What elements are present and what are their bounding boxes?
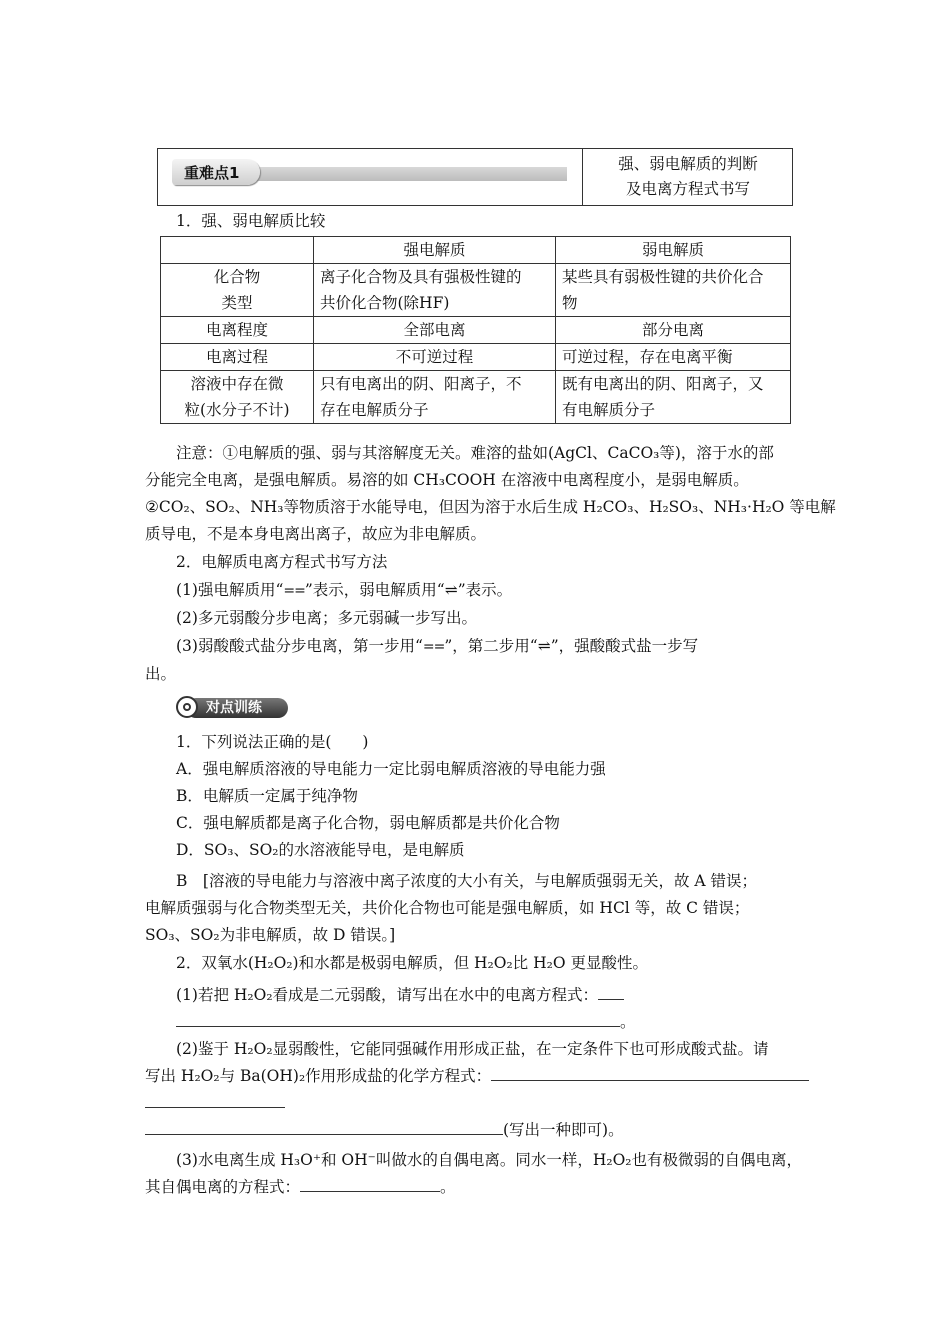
note-line: ②CO₂、SO₂、NH₃等物质溶于水能导电，但因为溶于水后生成 H₂CO₃、H₂SO₃、NH₃·H₂O 等电解 [145, 498, 836, 516]
table-cell: 可逆过程，存在电离平衡 [556, 344, 791, 371]
question-2-2-end [145, 1120, 805, 1140]
table-cell: 部分电离 [556, 317, 791, 344]
rule-3-cont: 出。 [145, 665, 177, 683]
cell-line: 有电解质分子 [562, 401, 656, 419]
option-a: A．强电解质溶液的导电能力一定比弱电解质溶液的导电能力强 [176, 760, 606, 778]
table-cell [314, 371, 556, 424]
cell-line: 既有电离出的阴、阳离子，又 [562, 375, 764, 393]
answer-blank[interactable] [176, 1012, 620, 1027]
table-row [161, 237, 791, 264]
note-line: 质导电，不是本身电离出离子，故应为非电解质。 [145, 525, 487, 543]
question-2-3-cont [145, 1177, 805, 1197]
answer-blank[interactable] [598, 985, 624, 1000]
question-1: 1．下列说法正确的是( ) [176, 733, 369, 751]
cell-line: 存在电解质分子 [320, 401, 429, 419]
note-line: 注意：①电解质的强、弱与其溶解度无关。难溶的盐如(AgCl、CaCO₃等)，溶于水的部 [176, 444, 774, 462]
target-icon [176, 696, 198, 718]
practice-banner [176, 696, 288, 720]
cell-line: 溶液中存在微 [190, 375, 284, 393]
table-row [161, 371, 791, 424]
question-2-1 [176, 985, 836, 1005]
table-header-strong: 强电解质 [314, 237, 556, 264]
text: 。 [440, 1178, 456, 1196]
table-row-label [161, 264, 314, 317]
table-row [161, 264, 791, 317]
table-header-weak: 弱电解质 [556, 237, 791, 264]
reversible-arrow-icon: ⇌ [444, 581, 458, 599]
rule-1 [176, 580, 836, 601]
practice-banner-text: 对点训练 [206, 700, 262, 716]
question-2-3: (3)水电离生成 H₃O⁺和 OH⁻叫做水的自偶电离。同水一样，H₂O₂也有极微弱的自偶电离， [176, 1151, 802, 1169]
answer-blank[interactable] [145, 1120, 503, 1135]
table-cell [314, 264, 556, 317]
text: 其自偶电离的方程式： [145, 1178, 301, 1196]
section2-heading: 2．电解质电离方程式书写方法 [176, 553, 388, 571]
text: ”表示。 [457, 581, 513, 599]
text: ”表示，弱电解质用“ [304, 581, 445, 599]
answer-blank[interactable] [491, 1066, 809, 1081]
table-cell [161, 237, 314, 264]
answer-blank-line [145, 1093, 805, 1113]
topic-title-line2: 及电离方程式书写 [625, 180, 750, 198]
cell-line: 只有电离出的阴、阳离子，不 [320, 375, 522, 393]
cell-line: 粒(水分子不计) [184, 401, 290, 419]
option-b: B．电解质一定属于纯净物 [176, 787, 358, 805]
text: 写出 H₂O₂与 Ba(OH)₂作用形成盐的化学方程式： [145, 1067, 492, 1085]
topic-tag-text: 重难点1 [184, 164, 240, 182]
rule-2: (2)多元弱酸分步电离；多元弱碱一步写出。 [176, 609, 477, 627]
table-row-label [161, 371, 314, 424]
text: ”，强酸酸式盐一步写 [550, 637, 699, 655]
table-cell [556, 264, 791, 317]
option-d: D．SO₃、SO₂的水溶液能导电，是电解质 [176, 841, 465, 859]
table-cell: 不可逆过程 [314, 344, 556, 371]
table-row [161, 317, 791, 344]
text: (1)若把 H₂O₂看成是二元弱酸，请写出在水中的电离方程式： [176, 986, 599, 1004]
topic-title [583, 149, 793, 205]
text: 。 [620, 1013, 636, 1031]
table-cell: 全部电离 [314, 317, 556, 344]
rule-3 [176, 636, 836, 657]
reversible-arrow-icon: ⇌ [537, 637, 551, 655]
question-2-2-cont [145, 1066, 805, 1086]
cell-line: 物 [562, 294, 578, 312]
question-2-2: (2)鉴于 H₂O₂显弱酸性，它能同强碱作用形成正盐，在一定条件下也可形成酸式盐。请 [176, 1040, 769, 1058]
topic-tag [172, 159, 260, 185]
cell-line: 类型 [221, 294, 253, 312]
cell-line: 某些具有弱极性键的共价化合 [562, 268, 764, 286]
equals-sign: == [422, 639, 445, 655]
answer-line: SO₃、SO₂为非电解质，故 D 错误。] [145, 926, 396, 944]
answer-blank[interactable] [145, 1093, 285, 1108]
section1-heading: 1．强、弱电解质比较 [176, 212, 326, 230]
cell-line: 离子化合物及具有强极性键的 [320, 268, 522, 286]
question-2-1-cont [176, 1012, 836, 1032]
topic-header [157, 148, 793, 206]
cell-line: 共价化合物(除HF) [320, 294, 450, 312]
text: ”，第二步用“ [444, 637, 538, 655]
table-row-label: 电离程度 [161, 317, 314, 344]
text: (3)弱酸酸式盐分步电离，第一步用“ [176, 637, 423, 655]
option-c: C．强电解质都是离子化合物，弱电解质都是共价化合物 [176, 814, 560, 832]
table-row [161, 344, 791, 371]
topic-banner [172, 159, 567, 185]
text: (1)强电解质用“ [176, 581, 284, 599]
text: (写出一种即可)。 [503, 1121, 624, 1139]
table-cell [556, 371, 791, 424]
answer-blank[interactable] [300, 1177, 440, 1192]
table-row-label: 电离过程 [161, 344, 314, 371]
answer-line: 电解质强弱与化合物类型无关，共价化合物也可能是强电解质，如 HCl 等，故 C 错误； [145, 899, 750, 917]
comparison-table [160, 236, 791, 424]
cell-line: 化合物 [213, 268, 261, 286]
answer-line: B [溶液的导电能力与溶液中离子浓度的大小有关，与电解质强弱无关，故 A 错误； [176, 872, 757, 890]
topic-title-line1: 强、弱电解质的判断 [618, 155, 758, 173]
question-2: 2．双氧水(H₂O₂)和水都是极弱电解质，但 H₂O₂比 H₂O 更显酸性。 [176, 954, 648, 972]
note-line: 分能完全电离，是强电解质。易溶的如 CH₃COOH 在溶液中电离程度小，是弱电解质。 [145, 471, 749, 489]
equals-sign: == [283, 583, 305, 599]
